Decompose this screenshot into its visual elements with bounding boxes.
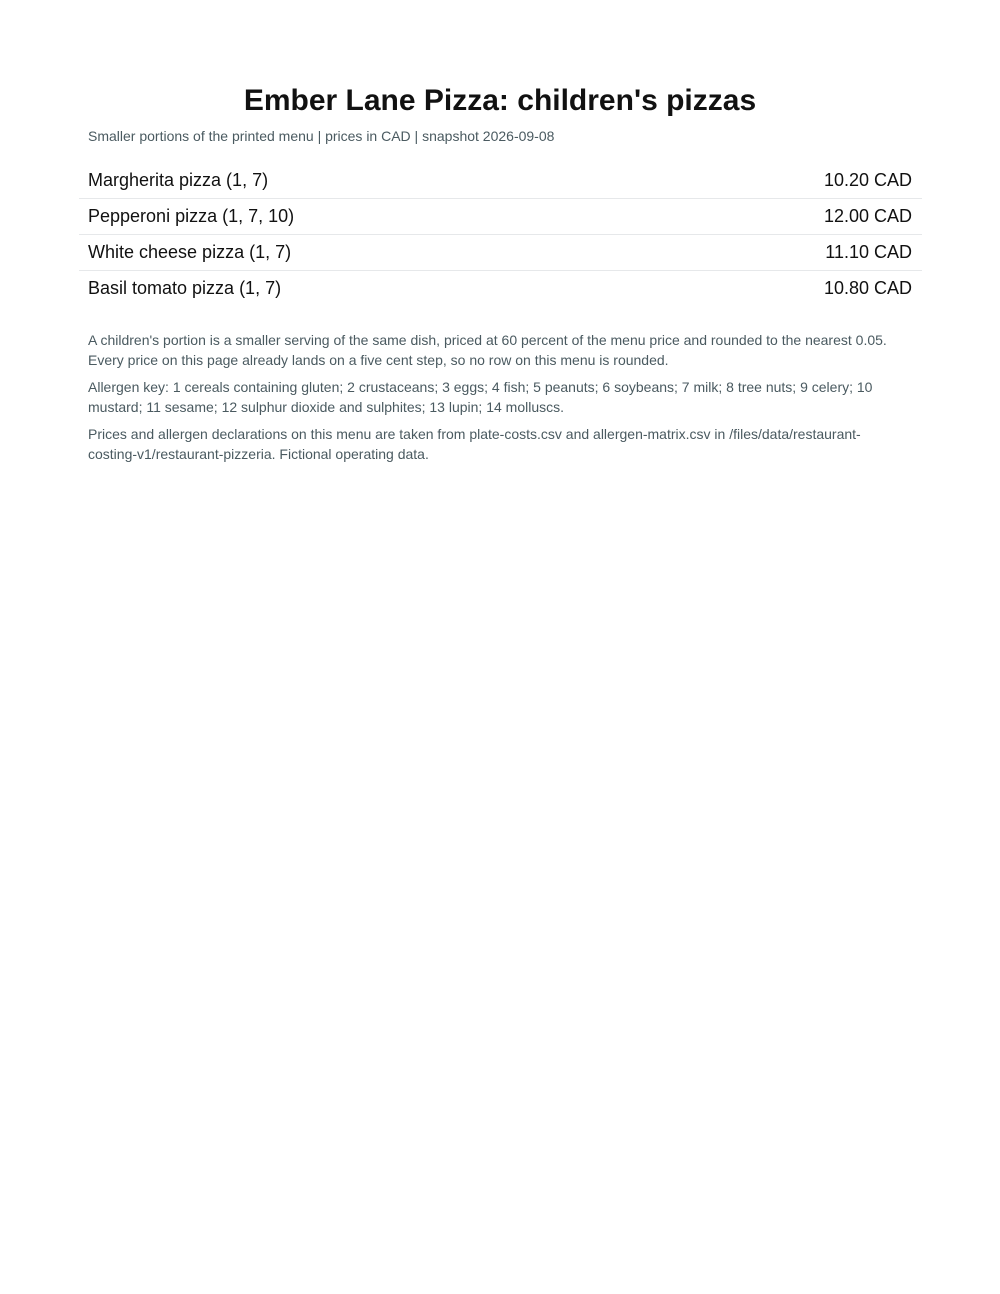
menu-item — [79, 199, 922, 235]
menu-notes — [88, 330, 908, 471]
page-subtitle: Smaller portions of the printed menu | prices in CAD | snapshot 2026-09-08 — [88, 128, 555, 144]
source-note: Prices and allergen declarations on this menu are taken from plate-costs.csv and allergen-matrix.csv in /files/data/restaurant-costing-v1/restaurant-pizzeria. Fictional operating data. — [88, 426, 861, 462]
menu-item-name: Pepperoni pizza (1, 7, 10) — [88, 206, 295, 226]
menu-item-price: 10.80 CAD — [823, 278, 912, 298]
allergen-key-note: Allergen key: 1 cereals containing gluten; 2 crustaceans; 3 eggs; 4 fish; 5 peanuts; 6 soybeans; 7 milk; 8 tree nuts; 9 celery; 10 mustard; 11 sesame; 12 sulphur dioxide and sulphites; 13 lupin; 14 molluscs. — [88, 379, 873, 415]
menu-item — [79, 235, 922, 271]
menu-item-price: 12.00 CAD — [823, 206, 912, 226]
menu-item-name: White cheese pizza (1, 7) — [88, 242, 292, 262]
menu-item-name: Margherita pizza (1, 7) — [88, 170, 269, 190]
menu-item-price: 11.10 CAD — [825, 242, 912, 262]
menu-item-name: Basil tomato pizza (1, 7) — [88, 278, 282, 298]
menu-item-price: 10.20 CAD — [823, 170, 912, 190]
menu-list — [79, 163, 922, 306]
menu-item — [79, 271, 922, 306]
menu-item — [79, 163, 922, 199]
portion-note: A children's portion is a smaller serving of the same dish, priced at 60 percent of the menu price and rounded to the nearest 0.05. Every price on this page already lands on a five cent step, so no row on this menu is rounded. — [88, 332, 887, 368]
page-title: Ember Lane Pizza: children's pizzas — [243, 84, 757, 117]
